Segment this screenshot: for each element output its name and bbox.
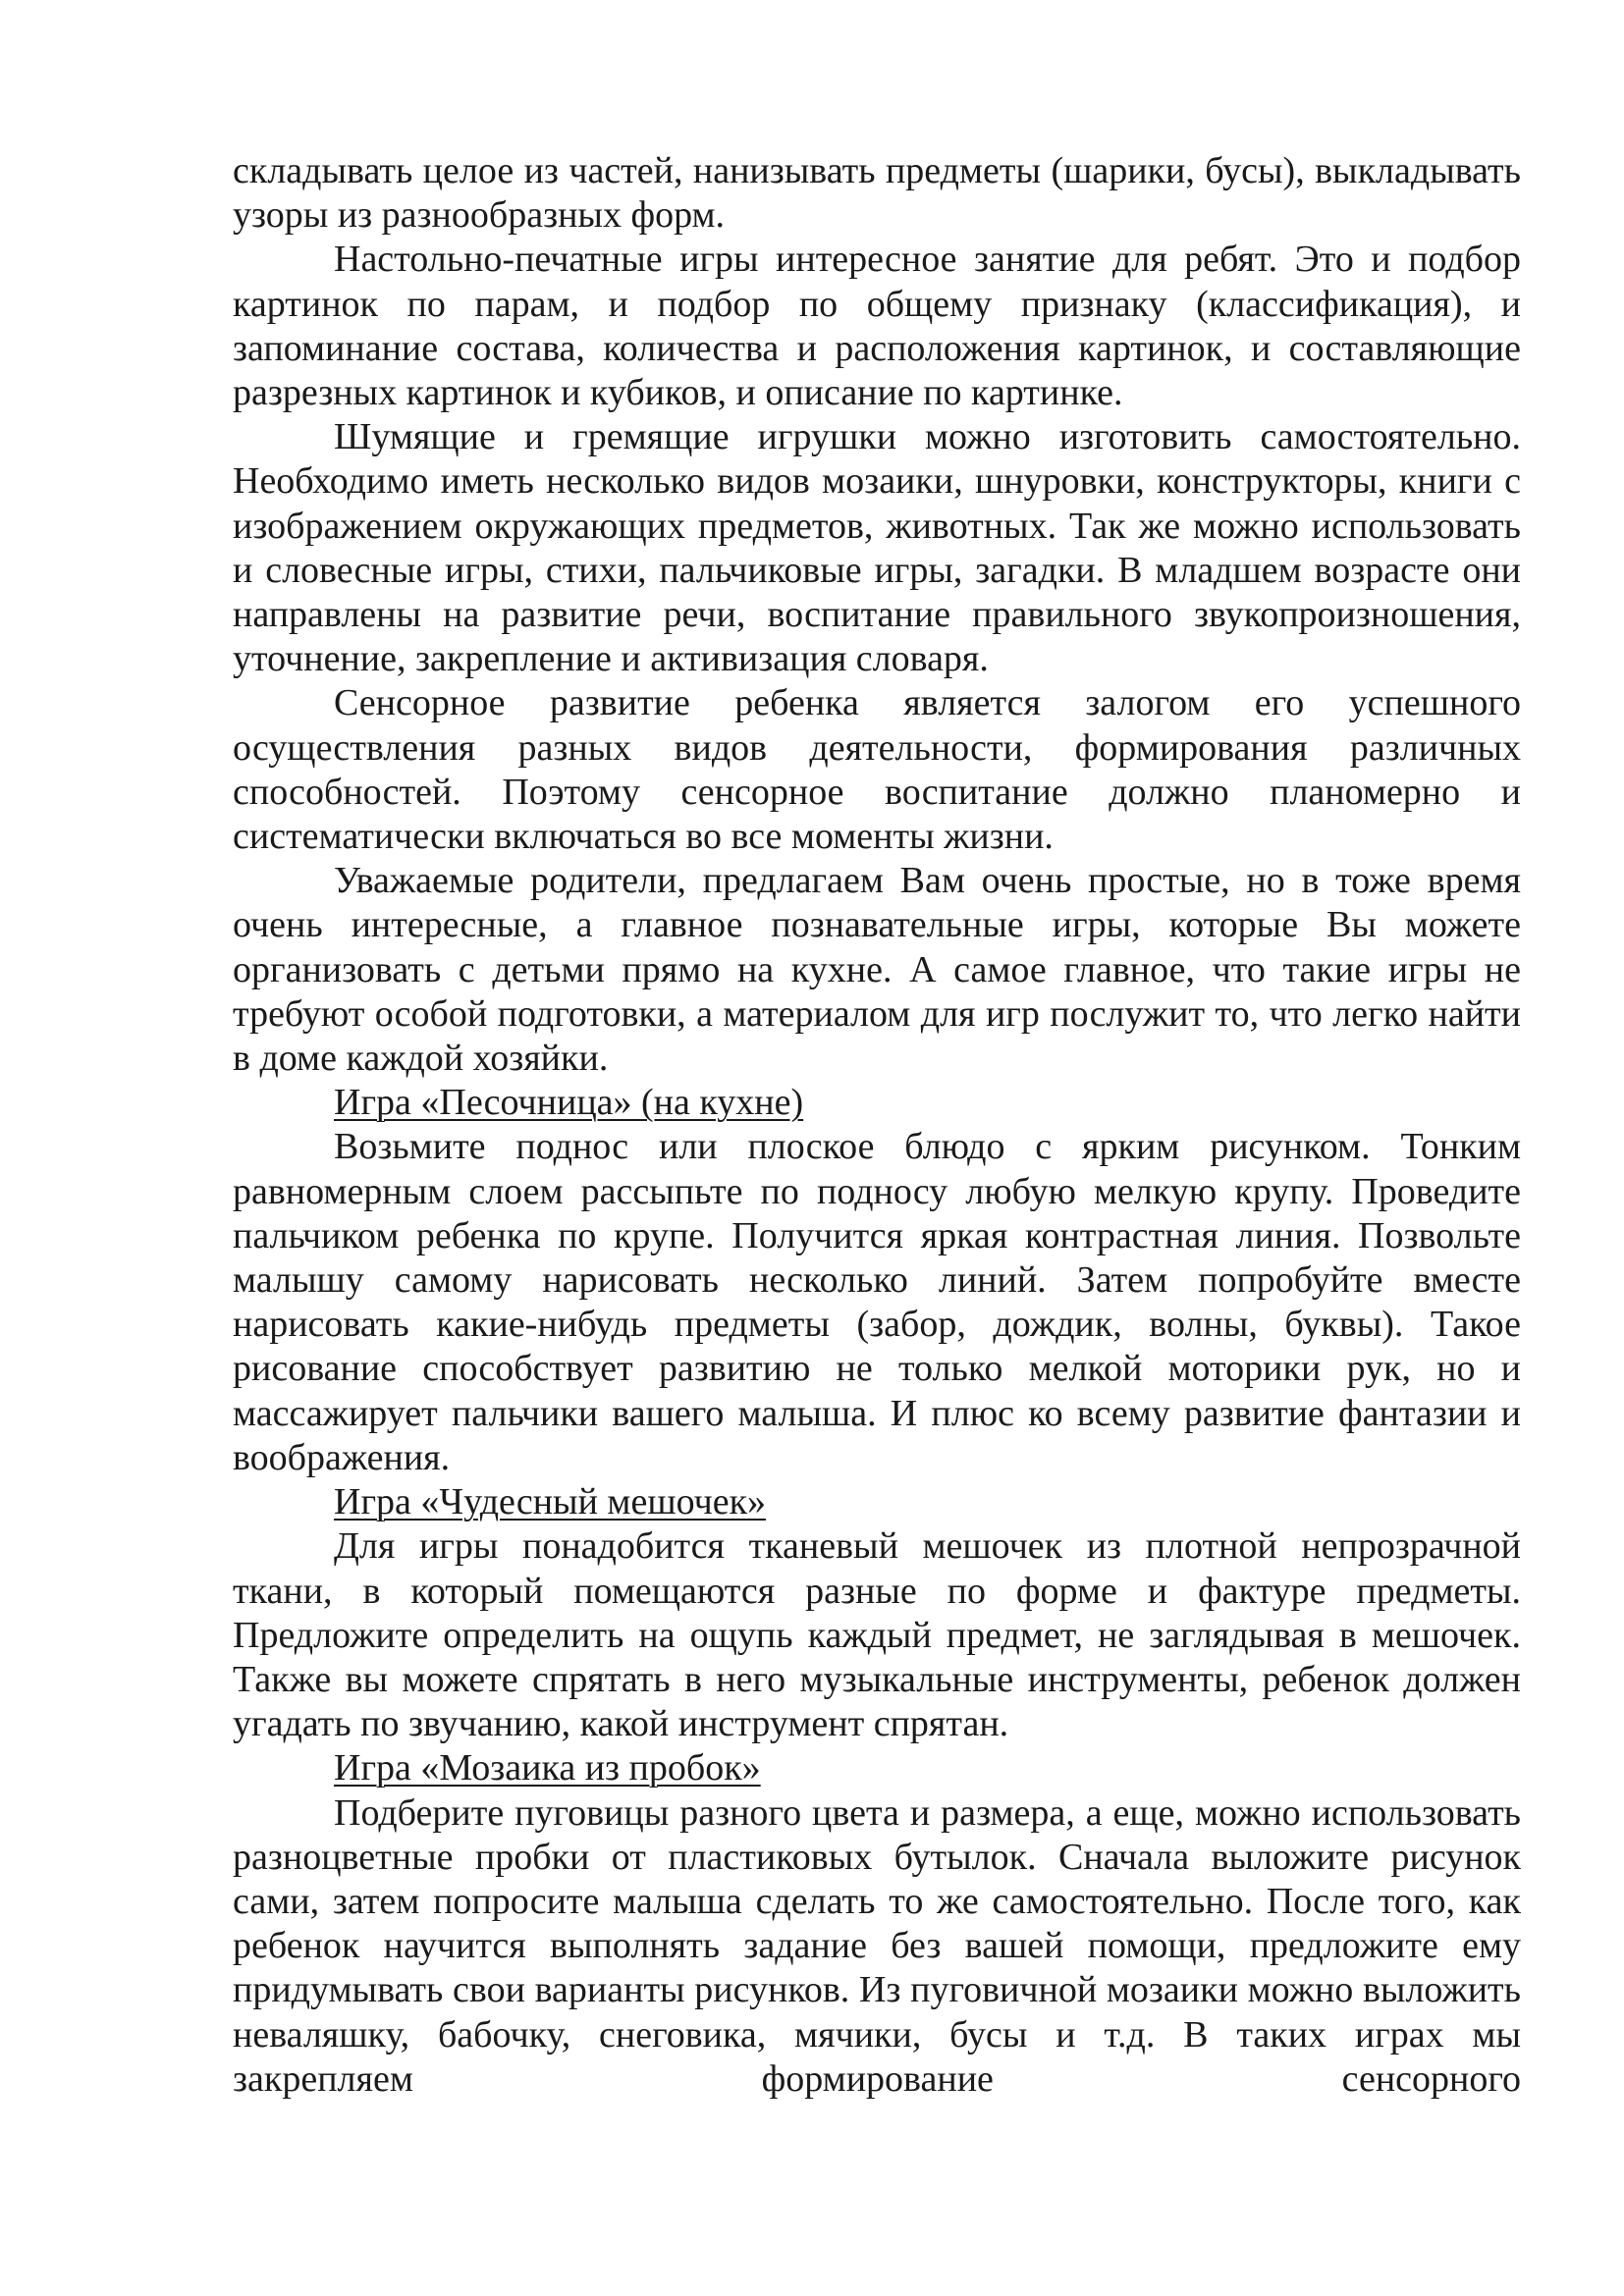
paragraph-sandbox-game: Возьмите поднос или плоское блюдо с ярким рисунком. Тонким равномерным слоем рассыпьте по подносу любую мелкую крупу. Проведите пальчиком ребенка по крупе. Получится яркая контрастная линия. Позвольте малышу самому нарисовать несколько линий. Затем попробуйте вместе нарисовать какие-нибудь предметы (забор, дождик, волны, буквы). Такое рисование способствует развитию не только мелкой моторики рук, но и массажирует пальчики вашего малыша. И плюс ко всему развитие фантазии и воображения. bbox=[233, 1126, 1521, 1478]
paragraph-continuation: складывать целое из частей, нанизывать предметы (шарики, бусы), выкладывать узоры из разнообразных форм. bbox=[233, 150, 1521, 237]
paragraph-magic-bag-game: Для игры понадобится тканевый мешочек из плотной непрозрачной ткани, в который помещаются разные по форме и фактуре предметы. Предложите определить на ощупь каждый предмет, не заглядывая в мешочек. Также вы можете спрятать в него музыкальные инструменты, ребенок должен угадать по звучанию, какой инструмент спрятан. bbox=[233, 1525, 1521, 1745]
paragraph-cork-mosaic-game: Подберите пуговицы разного цвета и размера, а еще, можно использовать разноцветные пробки от пластиковых бутылок. Сначала выложите рисунок сами, затем попросите малыша сделать то же самостоятельно. После того, как ребенок научится выполнять задание без вашей помощи, предложите ему придумывать свои варианты рисунков. Из пуговичной мозаики можно выложить неваляшку, бабочку, снеговика, мячики, бусы и т.д. В таких играх мы закрепляем формирование сенсорного bbox=[233, 1791, 1521, 2100]
paragraph-dear-parents: Уважаемые родители, предлагаем Вам очень простые, но в тоже время очень интересные, а главное познавательные игры, которые Вы можете организовать с детьми прямо на кухне. А самое главное, что такие игры не требуют особой подготовки, а материалом для игр послужит то, что легко найти в доме каждой хозяйки. bbox=[233, 860, 1521, 1080]
paragraph-board-games: Настольно-печатные игры интересное занятие для ребят. Это и подбор картинок по парам, и подбор по общему признаку (классификация), и запоминание состава, количества и расположения картинок, и составляющие разрезных картинок и кубиков, и описание по картинке. bbox=[233, 239, 1521, 414]
paragraph-noisy-toys: Шумящие и гремящие игрушки можно изготовить самостоятельно. Необходимо иметь несколько видов мозаики, шнуровки, конструкторы, книги с изображением окружающих предметов, животных. Так же можно использовать и словесные игры, стихи, пальчиковые игры, загадки. В младшем возрасте они направлены на развитие речи, воспитание правильного звукопроизношения, уточнение, закрепление и активизация словаря. bbox=[233, 416, 1521, 680]
paragraph-sensory-development: Сенсорное развитие ребенка является залогом его успешного осуществления разных видов деятельности, формирования различных способностей. Поэтому сенсорное воспитание должно планомерно и систематически включаться во все моменты жизни. bbox=[233, 682, 1521, 858]
heading-sandbox-game: Игра «Песочница» (на кухне) bbox=[334, 1082, 804, 1124]
document-page bbox=[233, 149, 1521, 2102]
heading-cork-mosaic-game: Игра «Мозаика из пробок» bbox=[334, 1747, 761, 1789]
heading-magic-bag-game: Игра «Чудесный мешочек» bbox=[334, 1481, 767, 1523]
